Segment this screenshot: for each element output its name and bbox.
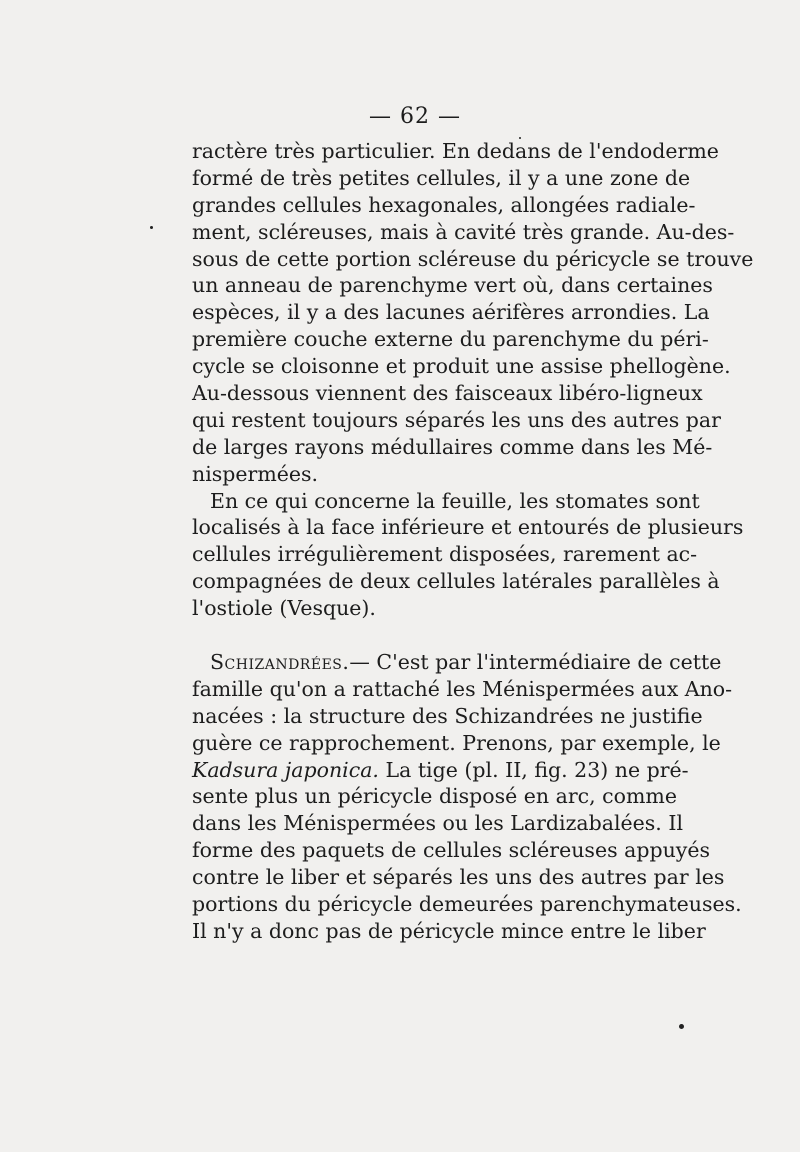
text-fragment: La tige (pl. II, fig. 23) ne pré- <box>378 757 689 782</box>
paragraph-gap <box>192 622 652 649</box>
text-line: famille qu'on a rattaché les Ménispermées aux Ano- <box>192 676 733 701</box>
text-line: guère ce rapprochement. Prenons, par exemple, le <box>192 730 721 755</box>
text-line: sente plus un péricycle disposé en arc, comme <box>192 784 677 809</box>
text-line <box>192 757 689 784</box>
text-line: de larges rayons médullaires comme dans les Mé- <box>192 434 713 459</box>
text-line: première couche externe du parenchyme du péri- <box>192 327 709 352</box>
text-line: sous de cette portion scléreuse du péricycle se trouve <box>192 246 754 271</box>
text-line: localisés à la face inférieure et entourés de plusieurs <box>192 515 744 540</box>
body-text <box>192 138 754 945</box>
text-line: forme des paquets de cellules scléreuses appuyés <box>192 838 711 863</box>
text-line: espèces, il y a des lacunes aérifères arrondies. La <box>192 300 710 325</box>
text-line: ment, scléreuses, mais à cavité très grande. Au-des- <box>192 219 735 244</box>
text-line: dans les Ménispermées ou les Lardizabalées. Il <box>192 811 683 836</box>
species-name: Kadsura japonica. <box>192 757 379 782</box>
text-line: Il n'y a donc pas de péricycle mince entre le liber <box>192 918 706 943</box>
text-line: Au-dessous viennent des faisceaux libéro-ligneux <box>192 381 703 406</box>
text-line: nispermées. <box>192 461 319 486</box>
section-heading: Schizandrées. <box>210 650 350 675</box>
text-line: grandes cellules hexagonales, allongées radiale- <box>192 192 696 217</box>
heading-rest: — C'est par l'intermédiaire de cette <box>349 650 722 675</box>
paper-speck <box>150 226 153 229</box>
page-number: — 62 — <box>369 104 461 129</box>
paper-speck <box>679 1024 684 1029</box>
paper-speck <box>519 137 521 139</box>
text-line: un anneau de parenchyme vert où, dans certaines <box>192 273 713 298</box>
text-line: compagnées de deux cellules latérales parallèles à <box>192 569 720 594</box>
text-line: cellules irrégulièrement disposées, rarement ac- <box>192 542 698 567</box>
section-heading-line <box>192 649 722 676</box>
text-line: qui restent toujours séparés les uns des autres par <box>192 407 721 432</box>
text-line: cycle se cloisonne et produit une assise phellogène. <box>192 354 731 379</box>
text-line: nacées : la structure des Schizandrées ne justifie <box>192 703 703 728</box>
text-line: contre le liber et séparés les uns des autres par les <box>192 865 725 890</box>
text-line: formé de très petites cellules, il y a une zone de <box>192 165 691 190</box>
text-line: l'ostiole (Vesque). <box>192 596 376 621</box>
text-line: portions du péricycle demeurées parenchymateuses. <box>192 892 742 917</box>
text-line: En ce qui concerne la feuille, les stomates sont <box>210 488 700 513</box>
text-line: ractère très particulier. En dedans de l'endoderme <box>192 139 719 163</box>
